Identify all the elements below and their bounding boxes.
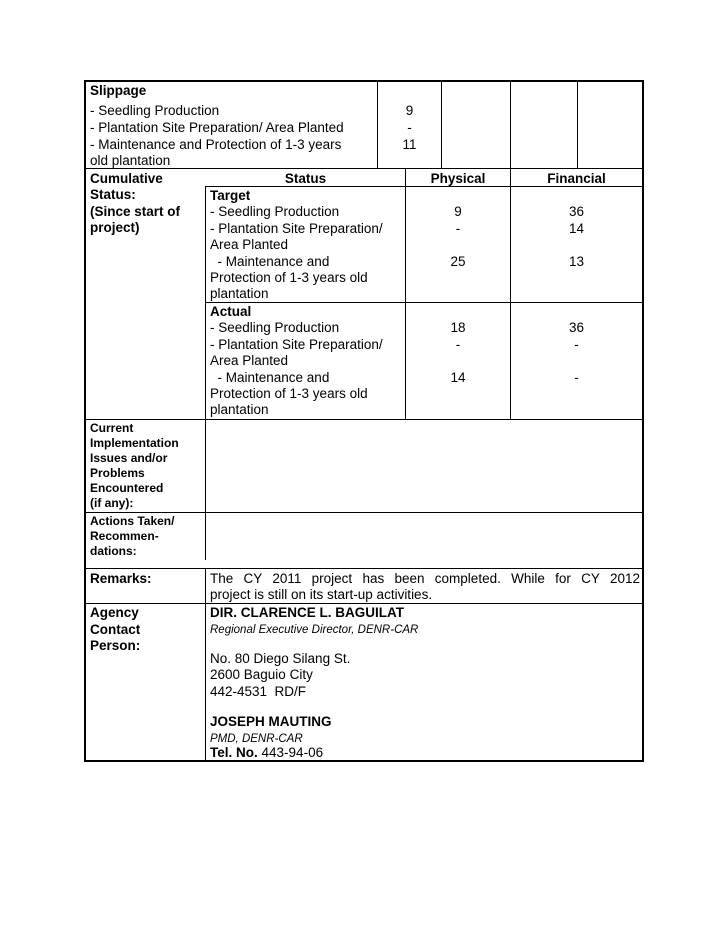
rule-remarks (84, 568, 644, 569)
issues-label-2: Implementation (90, 436, 179, 450)
contact-title-2: PMD, DENR-CAR (210, 733, 303, 745)
rule-actual (205, 302, 642, 303)
rule-slip-col2 (441, 80, 442, 168)
agency-label-1: Agency (90, 605, 139, 620)
slippage-value-3: 11 (402, 137, 417, 152)
issues-label-1: Current (90, 421, 134, 435)
status-header: Status (284, 171, 327, 186)
actual-physical-1: 18 (450, 320, 466, 335)
rule-bottom (84, 760, 644, 762)
slippage-line-3: - Maintenance and Protection of 1-3 years (90, 137, 342, 152)
actual-line-3: Area Planted (210, 353, 289, 368)
issues-label-3: Issues and/or (90, 451, 168, 465)
slippage-value-1: 9 (405, 103, 414, 118)
target-physical-1: 9 (454, 204, 462, 219)
actual-financial-2: - (574, 337, 579, 352)
contact-tel (210, 745, 323, 762)
issues-label-5: Encountered (90, 481, 164, 495)
actual-financial-1: 36 (568, 320, 585, 335)
actions-label-1: Actions Taken/ (90, 514, 175, 528)
target-line-3: Area Planted (210, 237, 289, 252)
slippage-value-2: - (407, 120, 412, 135)
cumulative-label-1: Cumulative (90, 171, 163, 186)
rule-issues (84, 419, 644, 420)
target-financial-1: 36 (568, 204, 585, 219)
slippage-title: Slippage (90, 83, 147, 98)
rule-label-col-remarks (205, 568, 206, 760)
target-heading: Target (210, 188, 251, 203)
actual-line-5: Protection of 1-3 years old (210, 386, 368, 401)
actions-label-3: dations: (90, 544, 137, 558)
agency-label-2: Contact (90, 622, 141, 637)
target-physical-2: - (455, 221, 461, 236)
target-line-6: plantation (210, 286, 269, 301)
rule-actions (84, 512, 644, 513)
remarks-text-line-1: The CY 2011 project has been completed. While for CY 2012 (210, 571, 640, 586)
slippage-line-1: - Seedling Production (90, 103, 220, 118)
actual-line-6: plantation (210, 402, 269, 417)
actual-line-4: - Maintenance and (210, 370, 330, 385)
actions-label-2: Recommen- (90, 529, 159, 543)
target-financial-2: 14 (568, 221, 585, 236)
tel-label: Tel. No. (210, 745, 258, 760)
actual-physical-2: - (455, 337, 461, 352)
target-financial-3: 13 (568, 254, 585, 269)
actual-heading: Actual (210, 304, 252, 319)
contact-phone: 442-4531 RD/F (210, 684, 307, 699)
contact-name-2: JOSEPH MAUTING (210, 714, 332, 729)
actual-line-2: - Plantation Site Preparation/ (210, 337, 383, 352)
target-physical-3: 25 (450, 254, 466, 269)
issues-label-4: Problems (90, 466, 145, 480)
contact-address-1: No. 80 Diego Silang St. (210, 651, 351, 666)
financial-header: Financial (547, 171, 606, 186)
tel-value: 443-94-06 (261, 745, 324, 760)
target-line-1: - Seedling Production (210, 204, 340, 219)
slippage-line-2: - Plantation Site Preparation/ Area Planted (90, 120, 344, 135)
agency-label-3: Person: (90, 638, 141, 653)
cumulative-label-2: Status: (90, 187, 136, 202)
issues-label-6: (if any): (90, 496, 134, 510)
rule-slip-col3 (510, 80, 511, 168)
contact-title-1: Regional Executive Director, DENR-CAR (210, 624, 419, 636)
contact-address-2: 2600 Baguio City (210, 667, 313, 682)
target-line-2: - Plantation Site Preparation/ (210, 221, 383, 236)
slippage-line-4: old plantation (90, 153, 171, 168)
actual-line-1: - Seedling Production (210, 320, 340, 335)
physical-header: Physical (430, 171, 486, 186)
rule-label-col (205, 186, 206, 560)
contact-name-1: DIR. CLARENCE L. BAGUILAT (210, 605, 404, 620)
remarks-text-line-2: project is still on its start-up activities. (210, 587, 433, 602)
target-line-4: - Maintenance and (210, 254, 330, 269)
remarks-label: Remarks: (90, 571, 152, 586)
rule-top (84, 80, 644, 82)
actual-financial-3: - (574, 370, 579, 385)
target-line-5: Protection of 1-3 years old (210, 270, 368, 285)
cumulative-label-3: (Since start of (90, 204, 181, 219)
cumulative-label-4: project) (90, 220, 140, 235)
actual-physical-3: 14 (450, 370, 466, 385)
rule-slip-col4 (577, 80, 578, 168)
